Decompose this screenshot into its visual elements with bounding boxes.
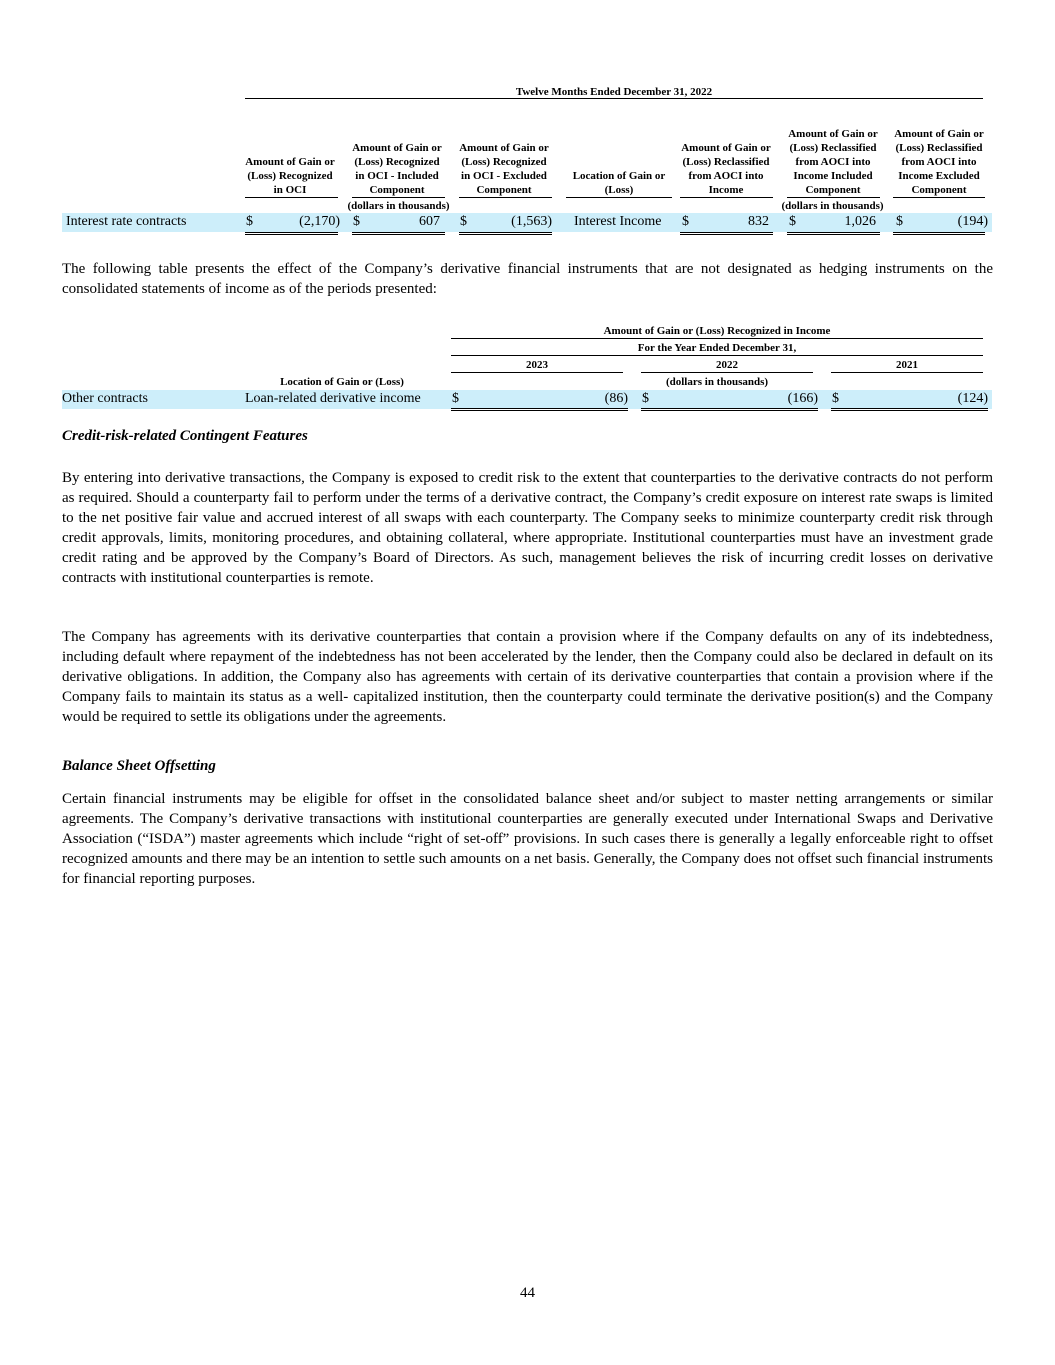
table1-col-header: Amount of Gain or (Loss) Reclassified from AOCI into Income Excluded Component <box>894 128 984 196</box>
value-oci: (2,170) <box>299 214 340 229</box>
total-rule <box>641 408 818 411</box>
table2-title: Amount of Gain or (Loss) Recognized in Income <box>603 325 831 337</box>
value-2021: (124) <box>957 391 988 406</box>
title-rule <box>451 338 983 339</box>
year-rule <box>451 372 623 373</box>
value-aoci-excluded: (194) <box>957 214 988 229</box>
intro-paragraph: The following table presents the effect of the Company’s derivative financial instruments that are not designated as hedging instruments on the consolidated statements of income as of the periods presented: <box>62 261 993 297</box>
header-rule <box>680 197 773 198</box>
row-label: Interest rate contracts <box>66 214 187 229</box>
value-aoci-included: 1,026 <box>844 214 876 229</box>
location-header: Location of Gain or (Loss) <box>280 376 404 388</box>
currency-symbol: $ <box>642 391 649 406</box>
currency-symbol: $ <box>789 214 796 229</box>
year-rule <box>831 372 983 373</box>
table1-col-header: Amount of Gain or (Loss) Reclassified from AOCI into Income Included Component <box>788 128 878 196</box>
currency-symbol: $ <box>682 214 689 229</box>
header-rule <box>787 197 880 198</box>
total-rule <box>352 232 445 235</box>
credit-risk-heading: Credit-risk-related Contingent Features <box>62 428 308 444</box>
value-2022: (166) <box>787 391 818 406</box>
header-rule <box>566 197 672 198</box>
balance-sheet-offsetting-heading: Balance Sheet Offsetting <box>62 758 216 774</box>
total-rule <box>893 232 985 235</box>
table1-units-left: (dollars in thousands) <box>347 200 450 212</box>
total-rule <box>459 232 552 235</box>
year-rule <box>641 372 813 373</box>
total-rule <box>451 408 628 411</box>
value-aoci: 832 <box>748 214 769 229</box>
currency-symbol: $ <box>452 391 459 406</box>
year-2022: 2022 <box>716 359 738 371</box>
location: Interest Income <box>574 214 662 229</box>
total-rule <box>245 232 338 235</box>
value-oci-excluded: (1,563) <box>511 214 552 229</box>
table1-col-header: Location of Gain or (Loss) <box>572 170 666 196</box>
subtitle-rule <box>451 355 983 356</box>
table2-units: (dollars in thousands) <box>665 376 769 388</box>
balance-sheet-offsetting-paragraph: Certain financial instruments may be eligible for offset in the consolidated balance sheet and/or subject to master netting arrangements or similar agreements. The Company’s derivative transactions with institutional counterparties are generally executed under International Swaps and Derivative Association (“ISDA”) master agreements which include “right of set-off” provisions. In such cases there is generally a legally enforceable right to offset recognized amounts and there may be an intention to settle such amounts on a net basis. Generally, the Company does not offset such financial instruments for financial reporting purposes. <box>62 791 993 887</box>
currency-symbol: $ <box>832 391 839 406</box>
total-rule <box>680 232 773 235</box>
credit-risk-paragraph-2: The Company has agreements with its derivative counterparties that contain a provision where if the Company defaults on any of its indebtedness, including default where repayment of the indebtedness has not been accelerated by the lender, then the Company could also be declared in default on its derivative obligations. In addition, the Company also has agreements with certain of its derivative counterparties that contain a provision where if the Company fails to maintain its status as a well- capitalized institution, then the counterparty could terminate the derivative position(s) and the Company would be required to settle its obligations under the agreements. <box>62 629 993 725</box>
year-2023: 2023 <box>526 359 548 371</box>
currency-symbol: $ <box>896 214 903 229</box>
total-rule <box>787 232 880 235</box>
header-rule <box>459 197 552 198</box>
page-number: 44 <box>520 1285 535 1301</box>
total-rule <box>831 408 988 411</box>
year-2021: 2021 <box>896 359 918 371</box>
table1-col-header: Amount of Gain or (Loss) Recognized in OCI <box>245 156 335 196</box>
header-rule <box>893 197 985 198</box>
currency-symbol: $ <box>353 214 360 229</box>
table1-period-title: Twelve Months Ended December 31, 2022 <box>515 86 713 98</box>
table2-subtitle: For the Year Ended December 31, <box>637 342 797 354</box>
table1-col-header: Amount of Gain or (Loss) Reclassified from AOCI into Income <box>681 142 771 196</box>
currency-symbol: $ <box>460 214 467 229</box>
currency-symbol: $ <box>246 214 253 229</box>
credit-risk-paragraph-1: By entering into derivative transactions, the Company is exposed to credit risk to the extent that counterparties to the derivative contracts do not perform as required. Should a counterparty fail to perform under the terms of a derivative contract, the Company’s credit exposure on interest rate swaps is limited to the net positive fair value and accrued interest of all swaps with each counterparty. The Company seeks to minimize counterparty credit risk through credit approvals, limits, monitoring procedures, and obtaining collateral, where appropriate. Institutional counterparties must have an investment grade credit rating and be approved by the Company’s Board of Directors. As such, management believes the risk of incurring credit losses on derivative contracts with institutional counterparties is remote. <box>62 470 993 586</box>
table1-col-header: Amount of Gain or (Loss) Recognized in OCI - Excluded Component <box>459 142 549 196</box>
header-rule <box>352 197 445 198</box>
table1-units-right: (dollars in thousands) <box>781 200 884 212</box>
table1-col-header: Amount of Gain or (Loss) Recognized in OCI - Included Component <box>352 142 442 196</box>
row-label: Other contracts <box>62 391 148 406</box>
value-2023: (86) <box>604 391 628 406</box>
location: Loan-related derivative income <box>245 391 421 406</box>
value-oci-included: 607 <box>419 214 440 229</box>
header-rule <box>245 197 338 198</box>
